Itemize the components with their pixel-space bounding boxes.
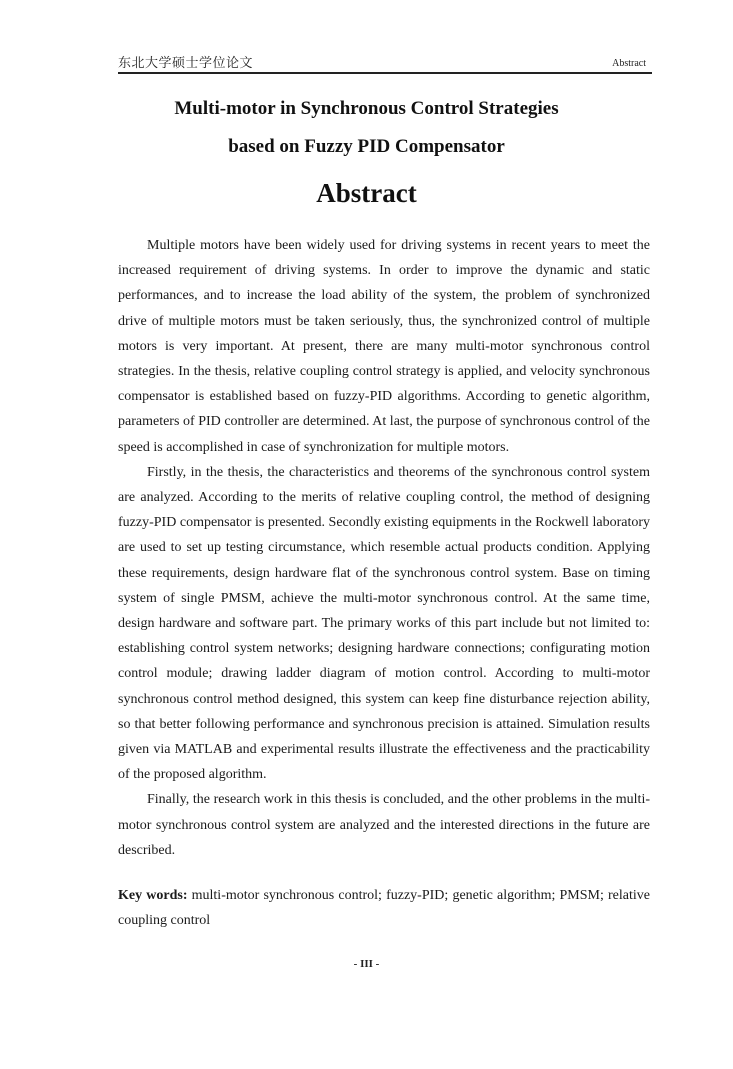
abstract-paragraph-2: Firstly, in the thesis, the characteristics and theorems of the synchronous control system are analyzed. According to the merits of relative coupling control, the method of designing fuzzy-PID compensator is presented. Secondly existing equipments in the Rockwell laboratory are used to set up testing circumstance, which resemble actual products condition. Applying these requirements, design hardware flat of the synchronous control system. Base on timing system of single PMSM, achieve the multi-motor synchronous control. At the same time, design hardware and software part. The primary works of this part include but not limited to: establishing control system networks; designing hardware connections; configurating motion control module; drawing ladder diagram of motion control. According to multi-motor synchronous control method designed, this system can keep fine disturbance rejection ability, so that better following performance and synchronous precision is attained. Simulation results given via MATLAB and experimental results illustrate the effectiveness and the practicability of the proposed algorithm. [118,464,650,783]
keywords-block [118,883,650,933]
header-rule [118,72,652,74]
keywords-text: multi-motor synchronous control; fuzzy-PID; genetic algorithm; PMSM; relative coupling control [118,888,650,928]
header-section-label: Abstract [612,58,646,69]
abstract-heading: Abstract [316,178,417,208]
abstract-paragraph-3: Finally, the research work in this thesis is concluded, and the other problems in the multi-motor synchronous control system are analyzed and the interested directions in the future are described. [118,792,650,858]
page-number: - III - [353,958,380,970]
thesis-title-line-2: based on Fuzzy PID Compensator [228,136,505,157]
running-header [118,52,650,72]
header-university-title: 东北大学硕士学位论文 [118,56,254,71]
abstract-paragraph-1: Multiple motors have been widely used for driving systems in recent years to meet the increased requirement of driving systems. In order to improve the dynamic and static performances, and to increase the load ability of the system, the problem of synchronized drive of multiple motors must be taken seriously, thus, the synchronized control of multiple motors is very important. At present, there are many multi-motor synchronous control strategies. In the thesis, relative coupling control strategy is applied, and velocity synchronous compensator is established based on fuzzy-PID algorithms. According to genetic algorithm, parameters of PID controller are determined. At last, the purpose of synchronous control of the speed is accomplished in case of synchronization for multiple motors. [118,238,650,455]
abstract-body [118,233,650,863]
keywords-label: Key words: [118,888,188,903]
thesis-title-line-1: Multi-motor in Synchronous Control Strategies [174,98,559,119]
